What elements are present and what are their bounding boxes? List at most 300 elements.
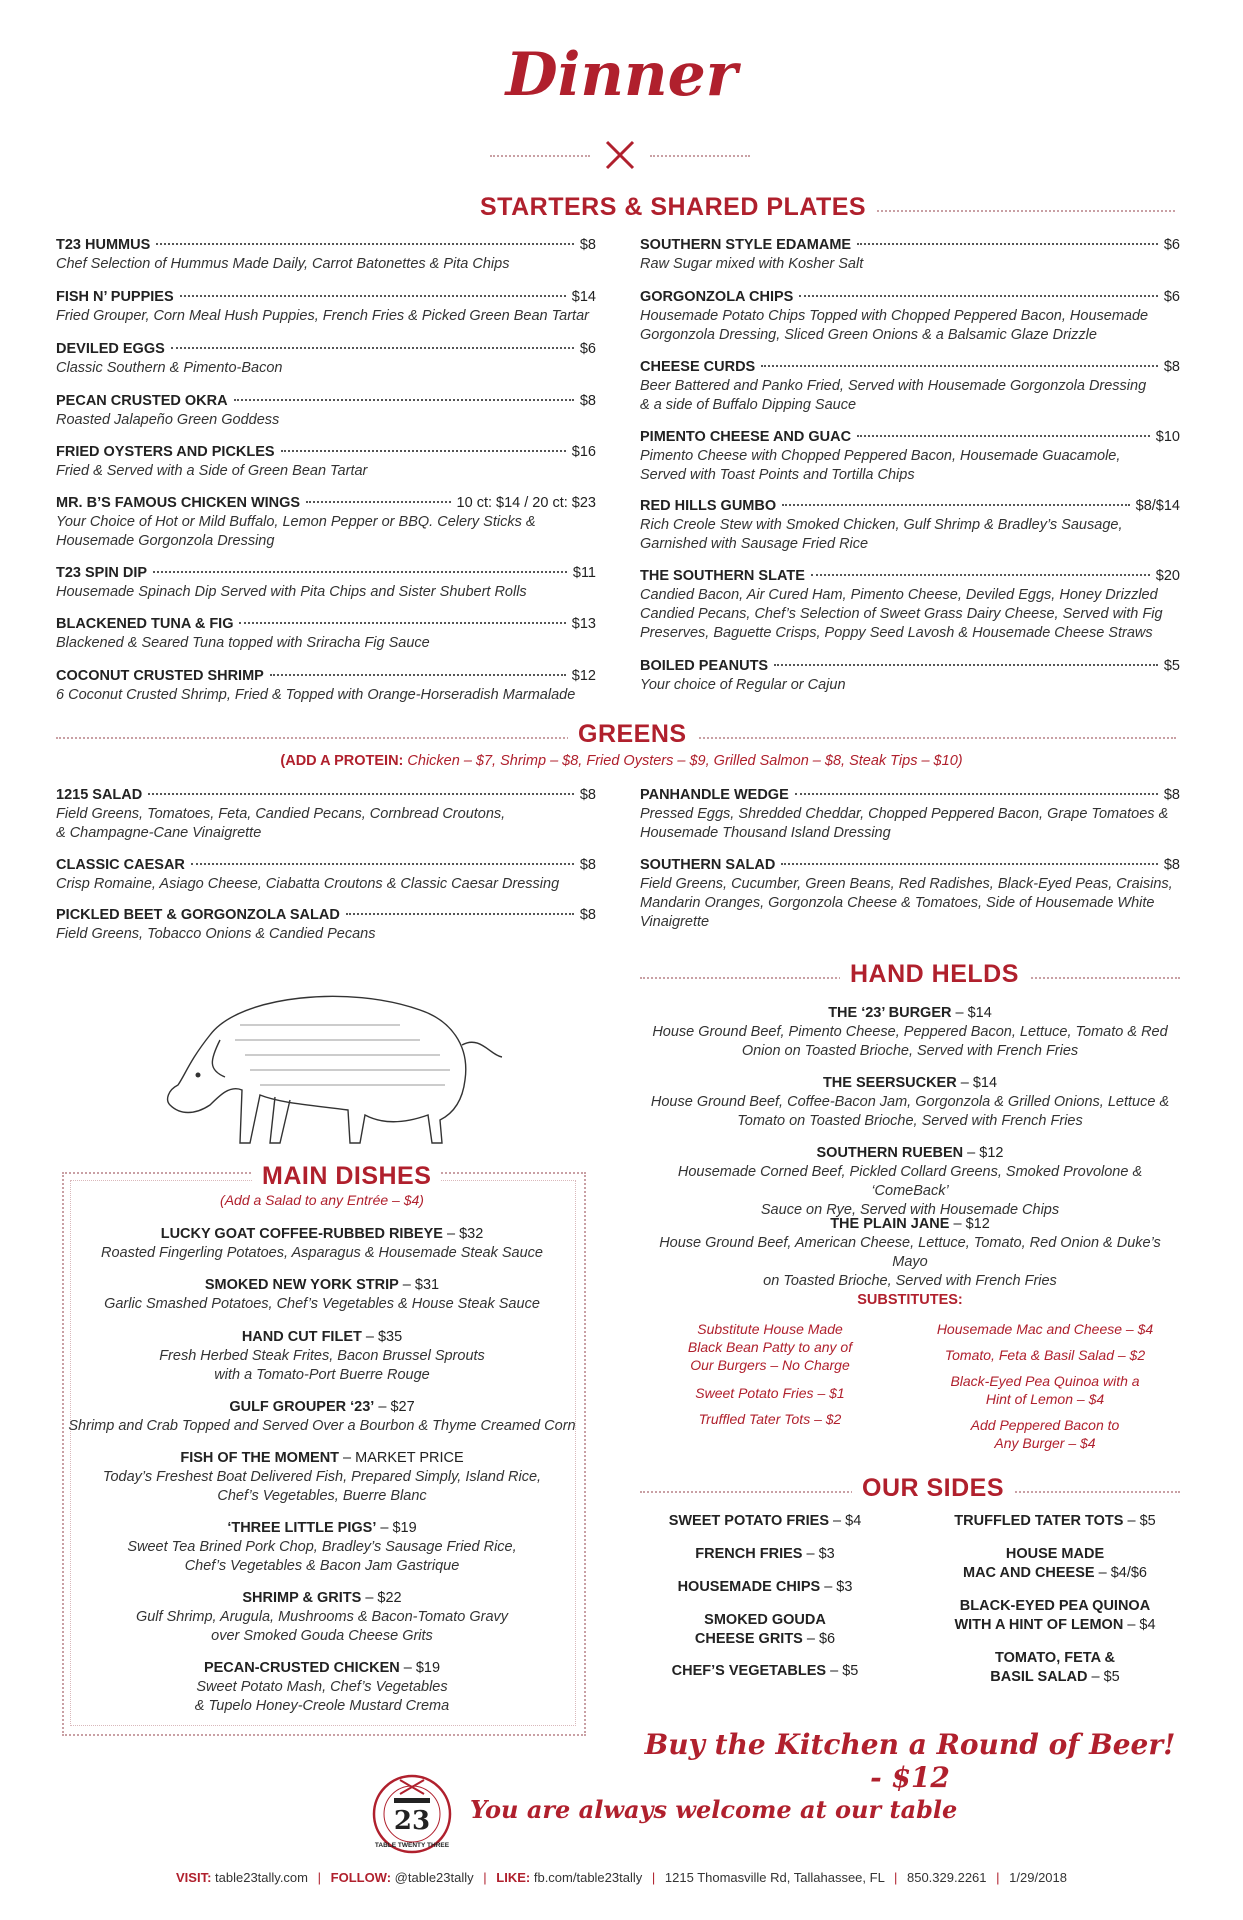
side-item-name: CHEF’S VEGETABLES	[671, 1663, 827, 1679]
substitute-option	[660, 1320, 880, 1374]
menu-item-price: $14	[571, 289, 596, 305]
add-protein-label: (ADD A PROTEIN:	[280, 753, 404, 769]
menu-item-description: Field Greens, Cucumber, Green Beans, Red Radishes, Black-Eyed Peas, Craisins,	[640, 876, 1173, 892]
menu-item-name: SMOKED NEW YORK STRIP	[204, 1277, 399, 1293]
menu-item-description: Your choice of Regular or Cajun	[640, 677, 846, 693]
separator: |	[893, 1870, 898, 1885]
dot-leader	[857, 243, 1158, 245]
menu-item-name: GULF GROUPER ‘23’	[229, 1399, 375, 1415]
menu-item-price: $20	[1155, 568, 1180, 584]
menu-item-description: Fried & Served with a Side of Green Bean Tartar	[56, 463, 368, 479]
menu-item-row	[56, 443, 596, 462]
dot-leader	[180, 295, 566, 297]
menu-item-row	[640, 236, 1180, 255]
substitute-line: Black-Eyed Pea Quinoa with a	[950, 1373, 1140, 1389]
menu-item-description: Sweet Tea Brined Pork Chop, Bradley’s Sausage Fried Rice,	[127, 1539, 517, 1555]
menu-item-price: – $14	[951, 1005, 992, 1021]
menu-item	[640, 497, 1180, 554]
side-item-line	[930, 1649, 1180, 1668]
side-item-price: – $3	[820, 1579, 853, 1595]
tagline: You are always welcome at our table	[470, 1795, 958, 1824]
side-item-name: FRENCH FRIES	[695, 1546, 803, 1562]
side-item-price: – $6	[802, 1631, 836, 1647]
side-item-line	[930, 1668, 1180, 1687]
menu-item-description: Housemade Gorgonzola Dressing	[56, 533, 275, 549]
hand-held-item	[640, 1074, 1180, 1131]
side-item	[640, 1512, 890, 1531]
menu-item-description: Mandarin Oranges, Gorgonzola Cheese & Tomatoes, Side of Housemade White	[640, 895, 1155, 911]
dot-leader	[281, 450, 566, 452]
side-item	[930, 1649, 1180, 1687]
menu-item-description: Gulf Shrimp, Arugula, Mushrooms & Bacon-Tomato Gravy	[135, 1609, 509, 1625]
menu-item-row	[56, 856, 596, 875]
side-item	[640, 1611, 890, 1649]
side-item-name: TOMATO, FETA &	[994, 1650, 1116, 1666]
menu-item-description: Your Choice of Hot or Mild Buffalo, Lemon Pepper or BBQ. Celery Sticks &	[56, 514, 536, 530]
menu-item-name: PIMENTO CHEESE AND GUAC	[640, 429, 852, 445]
menu-item-description: & Champagne-Cane Vinaigrette	[56, 825, 262, 841]
menu-item-description: & a side of Buffalo Dipping Sauce	[640, 397, 857, 413]
visit-label: VISIT:	[176, 1870, 212, 1885]
menu-item-price: $11	[572, 565, 596, 581]
side-item	[640, 1662, 890, 1681]
menu-item-name: RED HILLS GUMBO	[640, 498, 777, 514]
hand-held-item	[640, 1144, 1180, 1220]
menu-item	[56, 615, 596, 653]
side-item-line	[640, 1611, 890, 1630]
menu-item	[56, 786, 596, 843]
menu-item-description: Fresh Herbed Steak Frites, Bacon Brussel Sprouts	[159, 1348, 485, 1364]
section-heading-greens: GREENS	[568, 720, 697, 749]
menu-item-name: FISH OF THE MOMENT	[180, 1450, 340, 1466]
menu-item-price: – $19	[399, 1660, 441, 1676]
side-item-price: – $5	[826, 1663, 859, 1679]
section-heading-starters: STARTERS & SHARED PLATES	[470, 193, 876, 222]
dot-leader	[774, 664, 1158, 666]
side-item-name: BASIL SALAD	[990, 1669, 1088, 1685]
menu-item-row	[56, 340, 596, 359]
menu-item	[640, 288, 1180, 345]
dot-leader	[148, 793, 574, 795]
side-item-name: WITH A HINT OF LEMON	[954, 1617, 1124, 1633]
menu-item-row	[56, 615, 596, 634]
hand-held-item	[640, 1004, 1180, 1061]
menu-item-name: SOUTHERN SALAD	[640, 857, 776, 873]
side-item	[640, 1578, 890, 1597]
substitute-line: Any Burger – $4	[994, 1435, 1096, 1451]
menu-item-heading	[640, 1144, 1180, 1163]
main-dish-item	[62, 1328, 582, 1385]
menu-item-description: Chef’s Vegetables, Buerre Blanc	[217, 1488, 427, 1504]
hand-held-item	[640, 1215, 1180, 1291]
menu-item-description: Vinaigrette	[640, 914, 710, 930]
menu-item-name: GORGONZOLA CHIPS	[640, 289, 794, 305]
menu-item-description: Beer Battered and Panko Fried, Served with Housemade Gorgonzola Dressing	[640, 378, 1147, 394]
menu-item-description: Housemade Spinach Dip Served with Pita Chips and Sister Shubert Rolls	[56, 584, 527, 600]
menu-item-price: $8	[1163, 359, 1180, 375]
menu-item-name: MR. B’S FAMOUS CHICKEN WINGS	[56, 495, 301, 511]
menu-item-price: – $14	[956, 1075, 998, 1091]
menu-item-description: Roasted Fingerling Potatoes, Asparagus & Housemade Steak Sauce	[101, 1245, 543, 1261]
side-item	[930, 1597, 1180, 1635]
menu-item	[56, 494, 596, 551]
menu-item-description: Housemade Potato Chips Topped with Chopped Peppered Bacon, Housemade	[640, 308, 1149, 324]
menu-item-heading	[640, 1004, 1180, 1023]
phone: 850.329.2261	[906, 1870, 987, 1885]
menu-item-description: Candied Bacon, Air Cured Ham, Pimento Cheese, Deviled Eggs, Honey Drizzled	[640, 587, 1158, 603]
menu-item	[640, 358, 1180, 415]
section-heading-our-sides: OUR SIDES	[852, 1474, 1014, 1503]
menu-item-description: on Toasted Brioche, Served with French Fries	[763, 1273, 1057, 1289]
date: 1/29/2018	[1009, 1870, 1067, 1885]
substitutes-heading: SUBSTITUTES:	[857, 1292, 963, 1308]
menu-item-description: Gorgonzola Dressing, Sliced Green Onions & a Balsamic Glaze Drizzle	[640, 327, 1097, 343]
menu-item-price: $8	[579, 787, 596, 803]
main-dish-item	[62, 1589, 582, 1646]
menu-item-heading	[62, 1449, 582, 1468]
menu-item-name: HAND CUT FILET	[241, 1329, 362, 1345]
menu-item-description: Onion on Toasted Brioche, Served with French Fries	[741, 1043, 1079, 1059]
main-dish-item	[62, 1659, 582, 1716]
menu-item-description: Chef’s Vegetables & Bacon Jam Gastrique	[184, 1558, 460, 1574]
menu-item-price: – MARKET PRICE	[339, 1450, 464, 1466]
menu-item-name: FRIED OYSTERS AND PICKLES	[56, 444, 275, 460]
menu-item-price: $13	[571, 616, 596, 632]
substitute-line: Add Peppered Bacon to	[970, 1417, 1120, 1433]
side-item-name: SMOKED GOUDA	[704, 1612, 826, 1628]
menu-item-description: Served with Toast Points and Tortilla Chips	[640, 467, 915, 483]
side-item-line	[930, 1564, 1180, 1583]
separator: |	[317, 1870, 322, 1885]
menu-item-name: PICKLED BEET & GORGONZOLA SALAD	[56, 907, 340, 923]
menu-item-description: Rich Creole Stew with Smoked Chicken, Gulf Shrimp & Bradley’s Sausage,	[640, 517, 1123, 533]
menu-item-description: Field Greens, Tomatoes, Feta, Candied Pecans, Cornbread Croutons,	[56, 806, 506, 822]
table23-logo	[370, 1772, 454, 1856]
like-label: LIKE:	[496, 1870, 531, 1885]
dot-leader	[270, 674, 566, 676]
dot-leader	[153, 571, 567, 573]
menu-item-row	[640, 428, 1180, 447]
menu-item-name: T23 HUMMUS	[56, 237, 151, 253]
menu-item-price: 10 ct: $14 / 20 ct: $23	[456, 495, 596, 511]
main-dishes-note: (Add a Salad to any Entrée – $4)	[220, 1192, 424, 1208]
menu-item-description: Pimento Cheese with Chopped Peppered Bacon, Housemade Guacamole,	[640, 448, 1121, 464]
menu-item-row	[56, 667, 596, 686]
menu-item	[56, 856, 596, 894]
menu-item-row	[56, 288, 596, 307]
menu-item-name: 1215 SALAD	[56, 787, 143, 803]
side-item-price: – $5	[1087, 1669, 1120, 1685]
menu-item-description: Shrimp and Crab Topped and Served Over a Bourbon & Thyme Creamed Corn	[68, 1418, 576, 1434]
menu-item-heading	[62, 1225, 582, 1244]
menu-item-name: BOILED PEANUTS	[640, 658, 769, 674]
divider	[650, 155, 750, 157]
menu-item-row	[56, 564, 596, 583]
menu-item-name: LUCKY GOAT COFFEE-RUBBED RIBEYE	[160, 1226, 443, 1242]
menu-item-name: SHRIMP & GRITS	[242, 1590, 362, 1606]
menu-item-description: Fried Grouper, Corn Meal Hush Puppies, French Fries & Picked Green Bean Tartar	[56, 308, 589, 324]
menu-item-price: $8	[579, 237, 596, 253]
promo-text: Buy the Kitchen a Round of Beer! - $12	[644, 1728, 1176, 1794]
dot-leader	[857, 435, 1150, 437]
dot-leader	[799, 295, 1158, 297]
menu-item-description: House Ground Beef, Pimento Cheese, Peppered Bacon, Lettuce, Tomato & Red	[652, 1024, 1168, 1040]
social-handle[interactable]: @table23tally	[391, 1870, 474, 1885]
side-item-price: – $4/$6	[1094, 1565, 1147, 1581]
address: 1215 Thomasville Rd, Tallahassee, FL	[664, 1870, 885, 1885]
menu-item-description: Blackened & Seared Tuna topped with Sriracha Fig Sauce	[56, 635, 430, 651]
side-item-line	[930, 1616, 1180, 1635]
menu-item-heading	[62, 1589, 582, 1608]
menu-item	[56, 236, 596, 274]
menu-item-price: – $12	[963, 1145, 1004, 1161]
menu-item-price: – $32	[442, 1226, 484, 1242]
side-item-name: BLACK-EYED PEA QUINOA	[959, 1598, 1151, 1614]
menu-item-heading	[62, 1328, 582, 1347]
menu-item-name: SOUTHERN RUEBEN	[816, 1145, 964, 1161]
substitute-line: Black Bean Patty to any of	[687, 1339, 853, 1355]
menu-item-heading	[62, 1398, 582, 1417]
menu-item-description: Field Greens, Tobacco Onions & Candied Pecans	[56, 926, 376, 942]
substitute-line: Housemade Mac and Cheese – $4	[936, 1321, 1154, 1337]
menu-item-name: PANHANDLE WEDGE	[640, 787, 789, 803]
menu-item-description: House Ground Beef, Coffee-Bacon Jam, Gorgonzola & Grilled Onions, Lettuce &	[650, 1094, 1170, 1110]
menu-item-heading	[62, 1519, 582, 1538]
facebook-link[interactable]: fb.com/table23tally	[530, 1870, 643, 1885]
menu-item-price: $8	[579, 857, 596, 873]
menu-item-description: Tomato on Toasted Brioche, Served with French Fries	[737, 1113, 1083, 1129]
menu-item-description: Sauce on Rye, Served with Housemade Chips	[760, 1202, 1060, 1218]
side-item-line	[930, 1545, 1180, 1564]
menu-item-name: CHEESE CURDS	[640, 359, 756, 375]
menu-item-description: Preserves, Baguette Crisps, Poppy Seed Lavosh & Housemade Cheese Straws	[640, 625, 1153, 641]
section-heading-hand-helds: HAND HELDS	[840, 960, 1029, 989]
follow-label: FOLLOW:	[330, 1870, 392, 1885]
menu-item-price: – $31	[398, 1277, 440, 1293]
logo-number: 23	[393, 1806, 431, 1836]
menu-item-description: Housemade Thousand Island Dressing	[640, 825, 891, 841]
menu-item-description: over Smoked Gouda Cheese Grits	[211, 1628, 433, 1644]
add-protein-options: Chicken – $7, Shrimp – $8, Fried Oysters – $9, Grilled Salmon – $8, Steak Tips – $10)	[403, 753, 963, 769]
logo-ring-text: TABLE TWENTY THREE	[374, 1842, 450, 1849]
side-item-price: – $3	[802, 1546, 835, 1562]
menu-item-description: Crisp Romaine, Asiago Cheese, Ciabatta Croutons & Classic Caesar Dressing	[56, 876, 560, 892]
menu-item-description: Today’s Freshest Boat Delivered Fish, Prepared Simply, Island Rice,	[102, 1469, 542, 1485]
side-item	[930, 1512, 1180, 1531]
menu-item-name: SOUTHERN STYLE EDAMAME	[640, 237, 852, 253]
menu-item-description: Pressed Eggs, Shredded Cheddar, Chopped Peppered Bacon, Grape Tomatoes &	[640, 806, 1169, 822]
substitute-option	[920, 1416, 1170, 1452]
menu-item	[640, 236, 1180, 274]
menu-item	[56, 564, 596, 602]
dot-leader	[811, 574, 1150, 576]
menu-item-description: with a Tomato-Port Buerre Rouge	[214, 1367, 430, 1383]
menu-item-heading	[62, 1276, 582, 1295]
menu-item-price: – $12	[949, 1216, 990, 1232]
substitute-line: Tomato, Feta & Basil Salad – $2	[944, 1347, 1146, 1363]
menu-item-description: Housemade Corned Beef, Pickled Collard Greens, Smoked Provolone & ‘ComeBack’	[677, 1164, 1143, 1199]
menu-item-name: THE SEERSUCKER	[822, 1075, 957, 1091]
side-item-line	[640, 1512, 890, 1531]
dot-leader	[306, 501, 450, 503]
menu-item-price: $6	[1163, 237, 1180, 253]
menu-item-price: $12	[571, 668, 596, 684]
menu-item-row	[640, 856, 1180, 875]
side-item-price: – $4	[1123, 1617, 1156, 1633]
menu-item-row	[640, 567, 1180, 586]
dot-leader	[191, 863, 574, 865]
footer	[0, 1870, 1243, 1885]
pig-illustration	[150, 965, 510, 1150]
menu-item-description: Sweet Potato Mash, Chef’s Vegetables	[196, 1679, 448, 1695]
menu-item-name: ‘THREE LITTLE PIGS’	[227, 1520, 377, 1536]
side-item-price: – $5	[1123, 1513, 1156, 1529]
dot-leader	[795, 793, 1158, 795]
main-dish-item	[62, 1276, 582, 1314]
menu-item	[640, 657, 1180, 695]
menu-item-row	[640, 497, 1180, 516]
menu-item-price: – $22	[361, 1590, 402, 1606]
side-item-line	[640, 1578, 890, 1597]
main-dish-item	[62, 1519, 582, 1576]
menu-item-row	[640, 288, 1180, 307]
menu-item-heading	[640, 1215, 1180, 1234]
menu-item-price: $8	[579, 393, 596, 409]
menu-item-description: Chef Selection of Hummus Made Daily, Carrot Batonettes & Pita Chips	[56, 256, 510, 272]
side-item-name: MAC AND CHEESE	[962, 1565, 1095, 1581]
menu-item-row	[56, 494, 596, 513]
menu-item-price: $6	[1163, 289, 1180, 305]
menu-item-description: House Ground Beef, American Cheese, Lettuce, Tomato, Red Onion & Duke’s Mayo	[659, 1235, 1161, 1270]
side-item-line	[930, 1597, 1180, 1616]
website-link[interactable]: table23tally.com	[211, 1870, 308, 1885]
side-item-line	[930, 1512, 1180, 1531]
menu-item-price: – $27	[374, 1399, 415, 1415]
menu-item-price: $8/$14	[1135, 498, 1180, 514]
divider	[490, 155, 590, 157]
menu-item-price: $16	[571, 444, 596, 460]
menu-item-price: – $35	[361, 1329, 403, 1345]
substitute-option	[920, 1372, 1170, 1408]
menu-item-row	[640, 358, 1180, 377]
dot-leader	[239, 622, 565, 624]
menu-item	[640, 786, 1180, 843]
separator: |	[483, 1870, 487, 1885]
side-item-name: HOUSE MADE	[1005, 1546, 1105, 1562]
menu-item-price: $6	[579, 341, 596, 357]
side-item-price: – $4	[829, 1513, 862, 1529]
side-item	[640, 1545, 890, 1564]
page-title: Dinner	[505, 40, 738, 110]
menu-item-price: $10	[1155, 429, 1180, 445]
crossed-utensils-icon	[603, 138, 637, 172]
side-item-line	[640, 1662, 890, 1681]
menu-item	[56, 288, 596, 326]
menu-item-row	[56, 392, 596, 411]
substitute-option	[660, 1410, 880, 1428]
dot-leader	[761, 365, 1158, 367]
menu-item-name: DEVILED EGGS	[56, 341, 165, 357]
menu-item	[56, 443, 596, 481]
main-dish-item	[62, 1398, 582, 1436]
side-item-line	[640, 1545, 890, 1564]
substitute-line: Our Burgers – No Charge	[690, 1357, 850, 1373]
menu-item-name: BLACKENED TUNA & FIG	[56, 616, 234, 632]
menu-item-description: & Tupelo Honey-Creole Mustard Crema	[194, 1698, 450, 1714]
dot-leader	[781, 863, 1158, 865]
section-heading-main-dishes: MAIN DISHES	[252, 1162, 441, 1191]
menu-item	[640, 428, 1180, 485]
menu-item-description: Raw Sugar mixed with Kosher Salt	[640, 256, 864, 272]
separator: |	[651, 1870, 656, 1885]
substitute-line: Substitute House Made	[697, 1321, 843, 1337]
side-item-name: HOUSEMADE CHIPS	[677, 1579, 821, 1595]
menu-item	[640, 567, 1180, 643]
menu-item-name: THE ‘23’ BURGER	[828, 1005, 952, 1021]
menu-item	[56, 906, 596, 944]
menu-item	[56, 392, 596, 430]
substitute-line: Hint of Lemon – $4	[985, 1391, 1105, 1407]
add-protein-note	[0, 753, 1243, 769]
substitute-option	[920, 1320, 1170, 1338]
menu-item-description: Roasted Jalapeño Green Goddess	[56, 412, 280, 428]
menu-item-description: Garlic Smashed Potatoes, Chef’s Vegetables & House Steak Sauce	[104, 1296, 540, 1312]
menu-item-description: Classic Southern & Pimento-Bacon	[56, 360, 283, 376]
menu-item-heading	[62, 1659, 582, 1678]
menu-item-description: Candied Pecans, Chef’s Selection of Sweet Grass Dairy Cheese, Served with Fig	[640, 606, 1163, 622]
menu-item-name: CLASSIC CAESAR	[56, 857, 185, 873]
menu-item-row	[640, 786, 1180, 805]
menu-item-price: $8	[1163, 857, 1180, 873]
menu-item-name: COCONUT CRUSTED SHRIMP	[56, 668, 264, 684]
menu-item-row	[56, 236, 596, 255]
menu-item-row	[56, 906, 596, 925]
menu-item	[56, 667, 596, 705]
menu-item-name: PECAN-CRUSTED CHICKEN	[203, 1660, 400, 1676]
menu-item-name: PECAN CRUSTED OKRA	[56, 393, 228, 409]
menu-item-name: T23 SPIN DIP	[56, 565, 148, 581]
dot-leader	[782, 504, 1130, 506]
side-item-name: CHEESE GRITS	[694, 1631, 803, 1647]
menu-item-heading	[640, 1074, 1180, 1093]
substitute-option	[660, 1384, 880, 1402]
dot-leader	[346, 913, 574, 915]
dot-leader	[156, 243, 574, 245]
menu-item-description: 6 Coconut Crusted Shrimp, Fried & Topped with Orange-Horseradish Marmalade	[56, 687, 576, 703]
main-dish-item	[62, 1225, 582, 1263]
substitute-line: Truffled Tater Tots – $2	[698, 1411, 842, 1427]
side-item-name: TRUFFLED TATER TOTS	[954, 1513, 1124, 1529]
separator: |	[996, 1870, 1000, 1885]
side-item-line	[640, 1630, 890, 1649]
menu-item-price: $8	[579, 907, 596, 923]
menu-item-name: THE SOUTHERN SLATE	[640, 568, 805, 584]
menu-item-price: – $19	[376, 1520, 417, 1536]
dot-leader	[234, 399, 574, 401]
menu-item-price: $5	[1163, 658, 1180, 674]
menu-item-row	[640, 657, 1180, 676]
menu-item-price: $8	[1163, 787, 1180, 803]
menu-item	[640, 856, 1180, 932]
substitute-line: Sweet Potato Fries – $1	[695, 1385, 845, 1401]
menu-item-description: Garnished with Sausage Fried Rice	[640, 536, 869, 552]
menu-item-row	[56, 786, 596, 805]
side-item	[930, 1545, 1180, 1583]
side-item-name: SWEET POTATO FRIES	[668, 1513, 830, 1529]
menu-item-name: THE PLAIN JANE	[830, 1216, 950, 1232]
menu-item-name: FISH N’ PUPPIES	[56, 289, 174, 305]
substitute-option	[920, 1346, 1170, 1364]
